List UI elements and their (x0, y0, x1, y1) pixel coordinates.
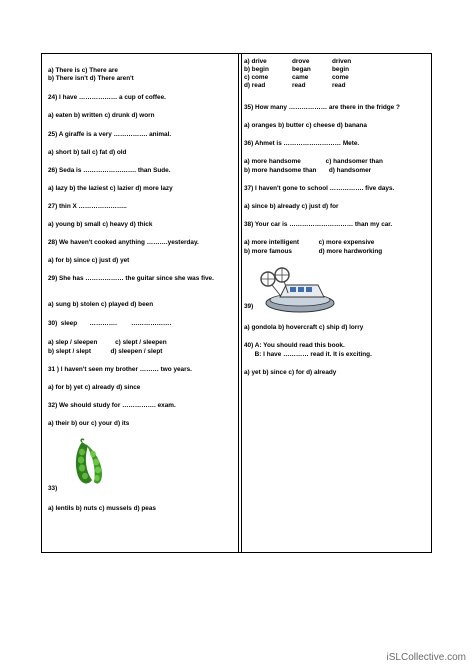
verb-table-cell: c) come (244, 74, 269, 81)
answers-32: a) their b) our c) your d) its (48, 420, 130, 427)
site-watermark: iSLCollective.com (386, 652, 466, 663)
answers-36-line-2: b) more handsome than d) handsomer (244, 167, 372, 174)
question-35: 35) How many ……………… are there in the fridge ? (244, 104, 400, 111)
verb-table-cell: begin (332, 66, 350, 73)
q23-options-line-2: b) There isn't d) There aren't (48, 75, 134, 82)
answers-35: a) oranges b) butter c) cheese d) banana (244, 122, 367, 129)
question-27: 27) thin X ………………….. (48, 203, 127, 210)
question-39: 39) (244, 303, 254, 310)
answers-37: a) since b) already c) just d) for (244, 203, 339, 210)
answers-38-line-1: a) more intelligent c) more expensive (244, 239, 375, 246)
answers-29: a) sung b) stolen c) played d) been (48, 301, 154, 308)
question-30: 30) sleep …………. ………………. (48, 320, 172, 327)
question-40-line-1: 40) A: You should read this book. (244, 342, 345, 349)
answers-26: a) lazy b) the laziest c) lazier d) more lazy (48, 185, 173, 192)
column-divider-secondary (241, 54, 242, 552)
answers-28: a) for b) since c) just d) yet (48, 257, 130, 264)
verb-table-cell: began (292, 66, 311, 73)
hovercraft-icon (258, 265, 336, 315)
q23-options-line-1: a) There is c) There are (48, 67, 118, 74)
question-29: 29) She has ……………… the guitar since she was five. (48, 275, 214, 282)
verb-table-cell: read (292, 82, 306, 89)
verb-table-cell: driven (332, 58, 352, 65)
question-26: 26) Seda is ……………………. than Sude. (48, 167, 171, 174)
answers-30-line-2: b) slept / slept d) sleepen / slept (48, 348, 163, 355)
question-32: 32) We should study for ……………. exam. (48, 402, 176, 409)
verb-table-cell: b) begin (244, 66, 269, 73)
question-31: 31 ) I haven't seen my brother ……… two years. (48, 366, 192, 373)
answers-27: a) young b) small c) heavy d) thick (48, 221, 153, 228)
answers-24: a) eaten b) written c) drunk d) worn (48, 112, 155, 119)
verb-table-cell: came (292, 74, 309, 81)
worksheet-page (41, 53, 432, 553)
question-25: 25) A giraffe is a very ……………. animal. (48, 131, 172, 138)
answers-36-line-1: a) more handsome c) handsomer than (244, 158, 383, 165)
verb-table-cell: come (332, 74, 349, 81)
verb-table-cell: a) drive (244, 58, 267, 65)
answers-38-line-2: b) more famous d) more hardworking (244, 248, 383, 255)
answers-39: a) gondola b) hovercraft c) ship d) lorry (244, 324, 364, 331)
answers-33: a) lentils b) nuts c) mussels d) peas (48, 505, 156, 512)
question-33: 33) (48, 485, 58, 492)
column-divider (238, 54, 239, 552)
verb-table-cell: read (332, 82, 346, 89)
answers-30-line-1: a) slep / sleepen c) slept / sleepen (48, 339, 167, 346)
answers-40: a) yet b) since c) for d) already (244, 369, 337, 376)
question-38: 38) Your car is ………………………… than my car. (244, 221, 393, 228)
question-28: 28) We haven't cooked anything ……….yesterday. (48, 239, 199, 246)
peas-pod-icon (72, 438, 108, 488)
question-36: 36) Ahmet is ……………………… Mete. (244, 140, 360, 147)
verb-table-cell: drove (292, 58, 310, 65)
verb-table-cell: d) read (244, 82, 266, 89)
answers-31: a) for b) yet c) already d) since (48, 384, 141, 391)
question-24: 24) I have ……………… a cup of coffee. (48, 94, 166, 101)
question-40-line-2: B: I have ………… read it. It is exciting. (244, 351, 372, 358)
question-37: 37) I haven't gone to school ……………. five days. (244, 185, 395, 192)
answers-25: a) short b) tall c) fat d) old (48, 149, 127, 156)
